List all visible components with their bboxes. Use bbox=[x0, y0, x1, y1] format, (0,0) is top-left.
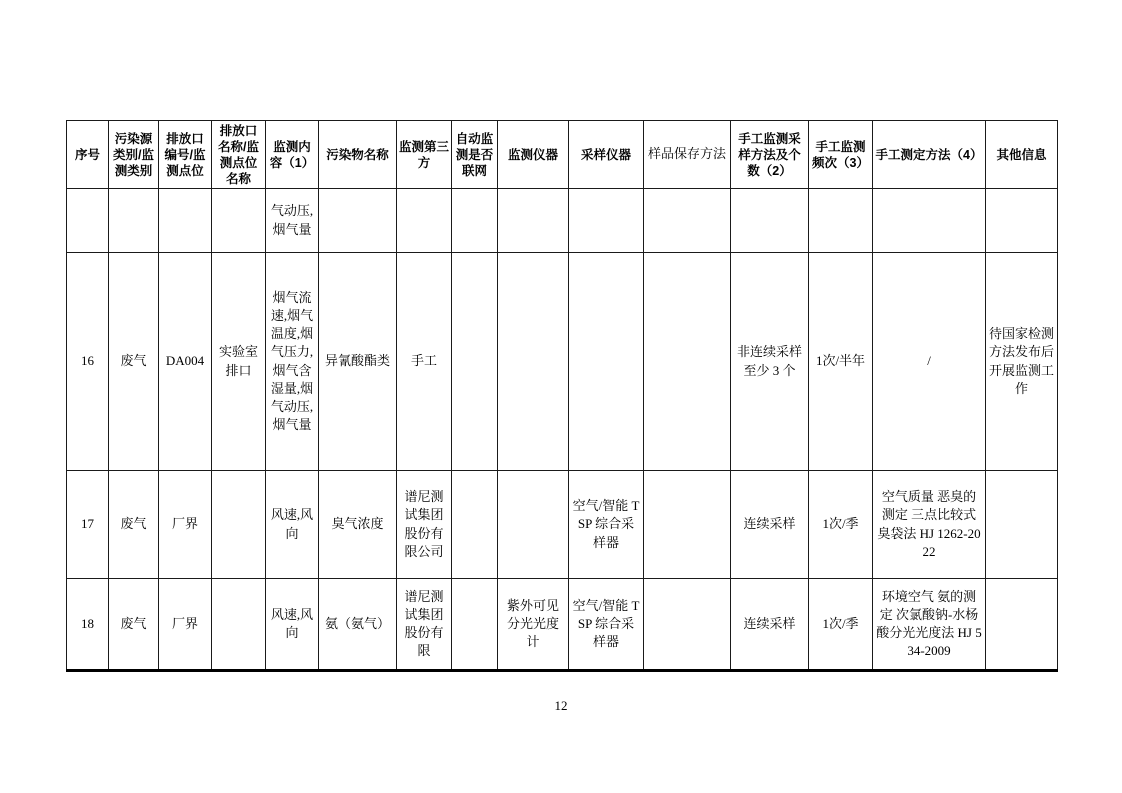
table-cell: 连续采样 bbox=[731, 471, 809, 579]
table-cell bbox=[569, 253, 644, 471]
table-cell bbox=[809, 189, 873, 253]
header-seq: 序号 bbox=[67, 121, 109, 189]
table-cell: 手工 bbox=[397, 253, 452, 471]
table-cell: 空气/智能 TSP 综合采样器 bbox=[569, 471, 644, 579]
header-third-party: 监测第三方 bbox=[397, 121, 452, 189]
header-monitoring-instrument: 监测仪器 bbox=[498, 121, 569, 189]
monitoring-table bbox=[66, 120, 1058, 672]
table-cell bbox=[644, 189, 731, 253]
table-row-18 bbox=[67, 579, 1058, 671]
header-pollution-source-type: 污染源类别/监测类别 bbox=[109, 121, 159, 189]
table-cell: 空气/智能 TSP 综合采样器 bbox=[569, 579, 644, 671]
header-sampling-instrument: 采样仪器 bbox=[569, 121, 644, 189]
table-cell bbox=[452, 253, 498, 471]
table-cell: 厂界 bbox=[159, 579, 212, 671]
table-cell: 谱尼测试集团股份有限 bbox=[397, 579, 452, 671]
table-cell bbox=[109, 189, 159, 253]
table-cell: 空气质量 恶臭的测定 三点比较式臭袋法 HJ 1262-2022 bbox=[873, 471, 986, 579]
table-cell bbox=[498, 253, 569, 471]
table-cell bbox=[397, 189, 452, 253]
table-cell: 待国家检测方法发布后开展监测工作 bbox=[986, 253, 1058, 471]
table-cell: 环境空气 氨的测定 次氯酸钠-水杨酸分光光度法 HJ 534-2009 bbox=[873, 579, 986, 671]
header-monitoring-content: 监测内容（1） bbox=[266, 121, 319, 189]
table-cell: 1次/半年 bbox=[809, 253, 873, 471]
table-cell: 16 bbox=[67, 253, 109, 471]
header-other-info: 其他信息 bbox=[986, 121, 1058, 189]
table-cell bbox=[986, 579, 1058, 671]
table-cell: 非连续采样 至少 3 个 bbox=[731, 253, 809, 471]
header-auto-monitor-networked: 自动监测是否联网 bbox=[452, 121, 498, 189]
header-sample-preservation: 样品保存方法 bbox=[644, 121, 731, 189]
table-cell: 18 bbox=[67, 579, 109, 671]
table-cell bbox=[319, 189, 397, 253]
table-cell bbox=[67, 189, 109, 253]
header-manual-frequency: 手工监测频次（3） bbox=[809, 121, 873, 189]
table-cell: 17 bbox=[67, 471, 109, 579]
table-cell bbox=[452, 471, 498, 579]
table-cell: 紫外可见分光光度计 bbox=[498, 579, 569, 671]
table-header-row bbox=[67, 121, 1058, 189]
table-cell: 烟气流速,烟气温度,烟气压力,烟气含湿量,烟气动压,烟气量 bbox=[266, 253, 319, 471]
table-cell: 气动压,烟气量 bbox=[266, 189, 319, 253]
header-outlet-number: 排放口编号/监测点位 bbox=[159, 121, 212, 189]
table-cell bbox=[644, 471, 731, 579]
table-cell bbox=[569, 189, 644, 253]
header-outlet-name: 排放口名称/监测点位名称 bbox=[212, 121, 266, 189]
table-cell: 废气 bbox=[109, 253, 159, 471]
table-cell: DA004 bbox=[159, 253, 212, 471]
table-cell bbox=[212, 471, 266, 579]
table-cell bbox=[644, 579, 731, 671]
page-number: 12 bbox=[554, 698, 568, 713]
table-cell: 废气 bbox=[109, 579, 159, 671]
table-cell bbox=[644, 253, 731, 471]
table-row-16 bbox=[67, 253, 1058, 471]
table-cell: 1次/季 bbox=[809, 579, 873, 671]
table-cell bbox=[452, 579, 498, 671]
header-pollutant-name: 污染物名称 bbox=[319, 121, 397, 189]
table-cell: 废气 bbox=[109, 471, 159, 579]
table-cell bbox=[498, 189, 569, 253]
header-manual-method: 手工测定方法（4） bbox=[873, 121, 986, 189]
table-cell: 风速,风向 bbox=[266, 579, 319, 671]
table-cell: 氨（氨气） bbox=[319, 579, 397, 671]
table-row-carryover bbox=[67, 189, 1058, 253]
table-cell bbox=[986, 189, 1058, 253]
table-cell bbox=[212, 579, 266, 671]
table-cell: 实验室排口 bbox=[212, 253, 266, 471]
table-cell bbox=[452, 189, 498, 253]
table-cell: / bbox=[873, 253, 986, 471]
table-row-17 bbox=[67, 471, 1058, 579]
table-cell bbox=[986, 471, 1058, 579]
table-cell: 异氰酸酯类 bbox=[319, 253, 397, 471]
table-cell bbox=[873, 189, 986, 253]
table-cell: 1次/季 bbox=[809, 471, 873, 579]
table-cell bbox=[498, 471, 569, 579]
table-cell: 臭气浓度 bbox=[319, 471, 397, 579]
table-cell: 厂界 bbox=[159, 471, 212, 579]
table-cell bbox=[159, 189, 212, 253]
table-cell: 风速,风向 bbox=[266, 471, 319, 579]
table-cell: 谱尼测试集团股份有限公司 bbox=[397, 471, 452, 579]
table-cell: 连续采样 bbox=[731, 579, 809, 671]
table-cell bbox=[731, 189, 809, 253]
header-manual-sampling-method: 手工监测采样方法及个数（2） bbox=[731, 121, 809, 189]
table-cell bbox=[212, 189, 266, 253]
